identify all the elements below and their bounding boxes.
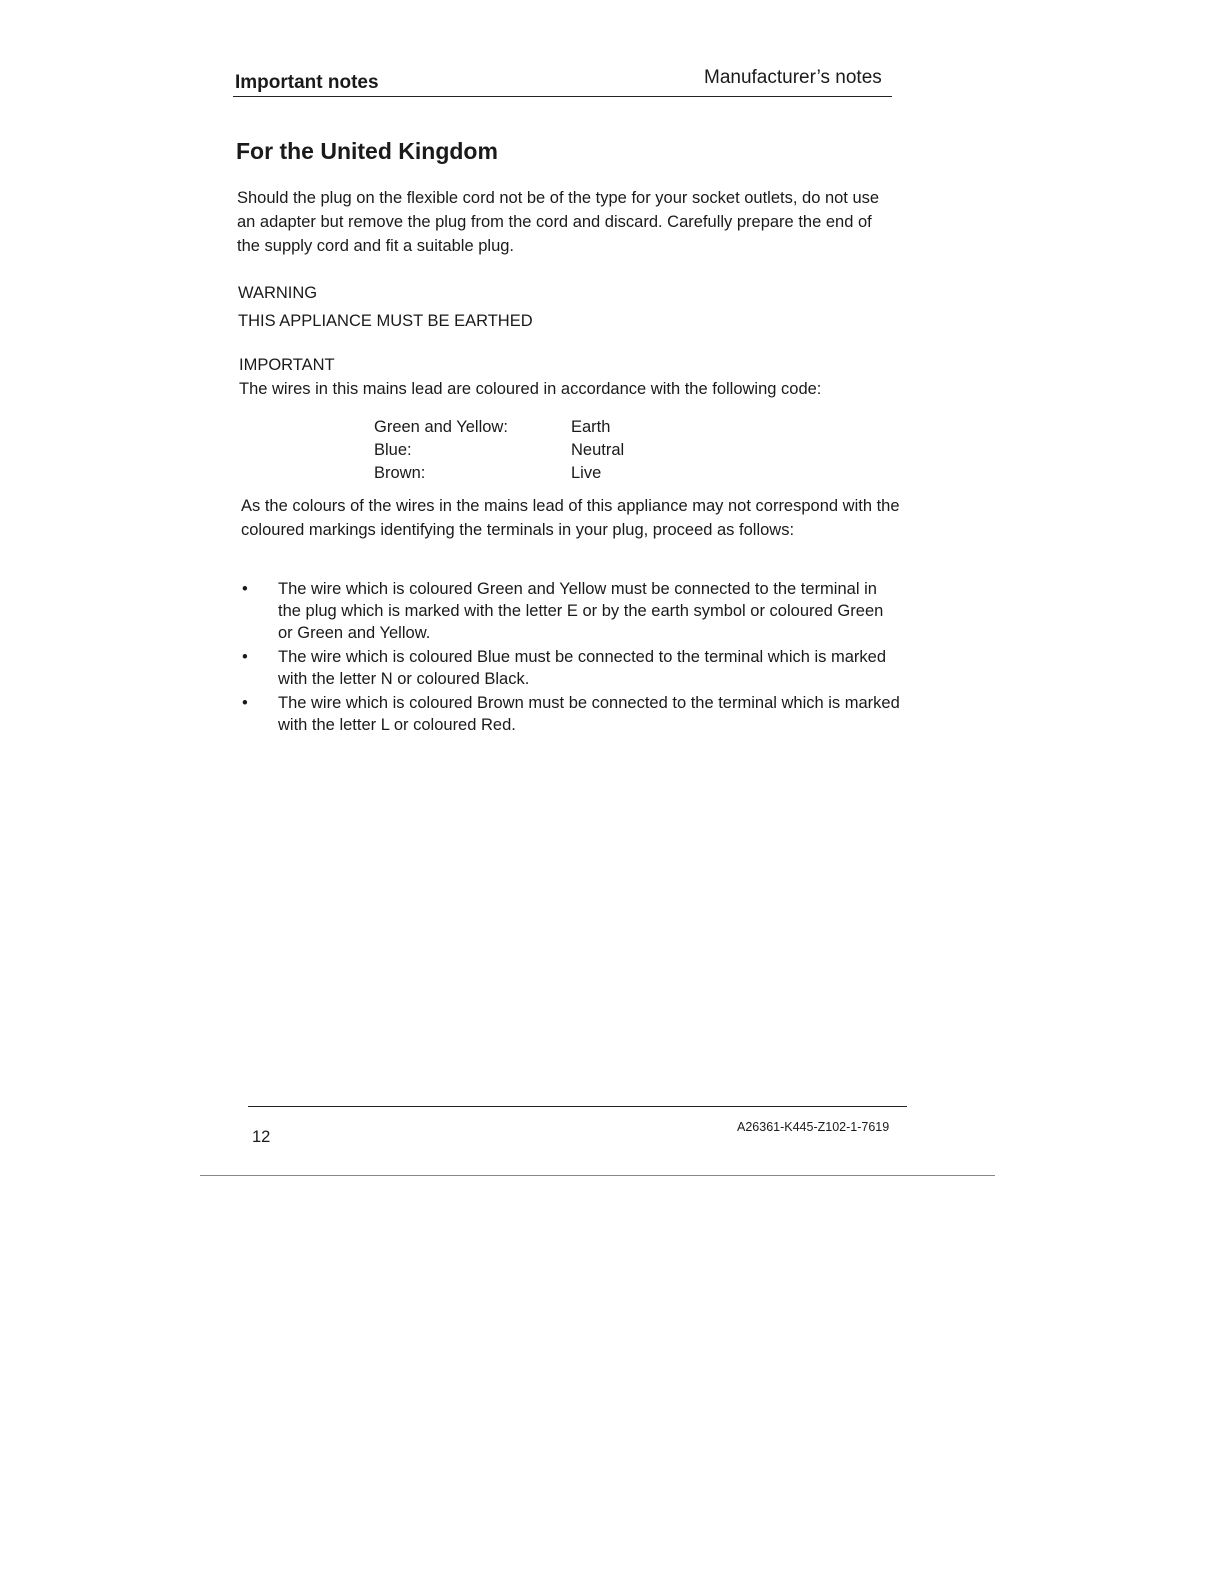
- header-chapter: Manufacturer’s notes: [704, 67, 882, 88]
- wire-meaning: Live: [571, 464, 602, 482]
- list-item-text: The wire which is coloured Blue must be connected to the terminal which is marked with the letter N or coloured Black.: [278, 648, 887, 688]
- document-code: A26361-K445-Z102-1-7619: [737, 1120, 890, 1134]
- instructions-intro: As the colours of the wires in the mains lead of this appliance may not correspond with the coloured markings identifying the terminals in your plug, proceed as follows:: [241, 497, 900, 539]
- bullet-icon: •: [242, 648, 248, 666]
- bullet-icon: •: [242, 580, 248, 598]
- list-item: [240, 692, 900, 736]
- important-label: IMPORTANT: [239, 356, 335, 374]
- page-title: For the United Kingdom: [236, 138, 498, 164]
- wire-meaning: Neutral: [571, 441, 625, 459]
- scan-edge-line: [200, 1175, 995, 1176]
- page-number: 12: [252, 1128, 271, 1146]
- footer-rule: [248, 1106, 907, 1107]
- wire-code-row: [374, 416, 624, 439]
- instruction-list: [240, 578, 900, 738]
- header-section: Important notes: [235, 72, 379, 93]
- wire-colour: Blue:: [374, 441, 412, 459]
- header-rule: [233, 96, 892, 97]
- wire-code-table: [374, 416, 624, 485]
- warning-text: THIS APPLIANCE MUST BE EARTHED: [238, 312, 533, 330]
- list-item: [240, 578, 900, 644]
- wire-code-row: [374, 462, 624, 485]
- wire-colour: Brown:: [374, 464, 426, 482]
- list-item: [240, 646, 900, 690]
- important-text: The wires in this mains lead are coloured in accordance with the following code:: [239, 380, 822, 398]
- warning-label: WARNING: [238, 284, 318, 302]
- wire-meaning: Earth: [571, 418, 611, 436]
- bullet-icon: •: [242, 694, 248, 712]
- wire-colour: Green and Yellow:: [374, 418, 508, 436]
- list-item-text: The wire which is coloured Green and Yellow must be connected to the terminal in the plug which is marked with the letter E or by the earth symbol or coloured Green or Green and Yellow.: [278, 580, 884, 642]
- list-item-text: The wire which is coloured Brown must be connected to the terminal which is marked with the letter L or coloured Red.: [278, 694, 900, 734]
- intro-paragraph: Should the plug on the flexible cord not be of the type for your socket outlets, do not use an adapter but remove the plug from the cord and discard. Carefully prepare the end of the supply cord and fit a suitable plug.: [237, 189, 880, 255]
- wire-code-row: [374, 439, 624, 462]
